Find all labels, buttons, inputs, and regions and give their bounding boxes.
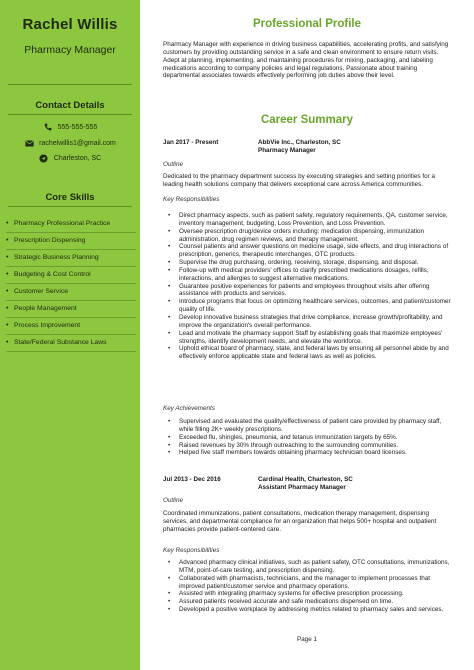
skill-item: • People Management <box>6 301 136 318</box>
phone-icon <box>43 122 53 132</box>
responsibilities-list <box>163 559 455 614</box>
list-item: • Assured patients received accurate and safe medications dispensed on time. <box>163 598 455 606</box>
responsibilities-label: Key Responsibilities <box>163 196 220 203</box>
list-item: • Uphold ethical board of pharmacy, state, and federal laws by ensuring all personnel abide by and effectively enforce applicable state and federal laws as well as policies. <box>163 345 455 361</box>
company-name: Cardinal Health, Charleston, SC <box>258 476 353 483</box>
list-item: • Guarantee positive experiences for patients and employees throughout visits after offering assistance with products and services. <box>163 283 455 299</box>
skills-heading: Core Skills <box>45 192 95 203</box>
phone-text: 555-555-555 <box>57 123 98 131</box>
contact-heading: Contact Details <box>35 100 105 111</box>
list-item: • Lead and motivate the pharmacy support Staff by establishing goals that maximize employees' strengths, identify development needs, and elevate the workforce. <box>163 330 455 346</box>
achievements-label: Key Achievements <box>163 405 215 412</box>
skill-item: • State/Federal Substance Laws <box>6 335 136 352</box>
divider <box>8 114 132 115</box>
job-position: Pharmacy Manager <box>258 147 316 154</box>
company-name: AbbVie Inc., Charleston, SC <box>258 139 341 146</box>
list-item: • Follow-up with medical providers' offices to clarify prescribed medications dosages, refills, interactions, and allergies to suggest alternative medications. <box>163 267 455 283</box>
contact-location <box>0 153 140 163</box>
skill-item: • Budgeting & Cost Control <box>6 267 136 284</box>
sidebar <box>0 0 140 670</box>
list-item: • Supervised and evaluated the quality/effectiveness of patient care provided by pharmacy staff, while filling 2K+ weekly prescriptions. <box>163 418 455 434</box>
skill-item: • Customer Service <box>6 284 136 301</box>
responsibilities-list <box>163 212 455 361</box>
skill-item: • Strategic Business Planning <box>6 250 136 267</box>
achievements-list <box>163 418 455 457</box>
location-text: Charleston, SC <box>53 154 102 162</box>
divider <box>8 84 132 85</box>
career-heading: Career Summary <box>260 114 354 126</box>
job-company <box>258 476 353 492</box>
page-number: Page 1 <box>297 636 317 643</box>
list-item: • Introduce programs that focus on optimizing healthcare services, outcomes, and patient/customer quality of life. <box>163 298 455 314</box>
job-outline: Coordinated immunizations, patient consultations, medication therapy management, dispensing services, and departmental compliance for an organization that helps 500+ hospital and outpatient pharmacies provide patient-centered care. <box>163 510 437 533</box>
skill-item: • Pharmacy Professional Practice <box>6 216 136 233</box>
skill-item: • Process Improvement <box>6 318 136 335</box>
list-item: • Develop innovative business strategies that drive compliance, increase growth/profitability, and improve the organization's overall performance. <box>163 314 455 330</box>
list-item: • Helped five staff members towards obtaining pharmacy technician board licenses. <box>163 449 455 457</box>
job-outline: Dedicated to the pharmacy department success by executing strategies and setting priorities for a leading health solutions company that delivers exceptional care across America communities. <box>163 173 435 188</box>
list-item: • Advanced pharmacy clinical initiatives, such as patient safety, OTC consultations, immunizations, MTM, point-of-care testing, and prescription dispensing. <box>163 559 455 575</box>
list-item: • Counsel patients and answer questions on medicine usage, side effects, and drug interactions of prescription, generics, therapeutic interchanges, OTC products. <box>163 243 455 259</box>
contact-email <box>0 138 140 148</box>
list-item: • Assisted with integrating pharmacy systems for effective prescription processing. <box>163 590 455 598</box>
skills-list <box>6 216 136 352</box>
location-icon <box>39 153 49 163</box>
job-position: Assistant Pharmacy Manager <box>258 484 346 491</box>
job-dates: Jan 2017 - Present <box>163 139 219 146</box>
profile-heading: Professional Profile <box>252 18 361 30</box>
list-item: • Direct pharmacy aspects, such as patient safety, regulatory requirements, QA, customer service, inventory management, budgeting, Loss Prevention, and Loss Prevention. <box>163 212 455 228</box>
list-item: • Raised revenues by 30% through outreaching to the surrounding communities. <box>163 442 455 450</box>
candidate-title: Pharmacy Manager <box>24 44 116 56</box>
skill-item: • Prescription Dispensing <box>6 233 136 250</box>
candidate-name: Rachel Willis <box>22 16 118 33</box>
profile-text: Pharmacy Manager with experience in driving business capabilities, accelerating profits, and satisfying customers by providing outstanding service in a safe and clean environment to ensure return visits. Adept at planning, implementing, and maintaining procedures for mixing, packaging, and labeling medications according to company policies and legal regulations. Passionate about training departmental associates towards effectively performing job duties above their level. <box>163 41 449 80</box>
email-icon <box>24 138 34 148</box>
outline-label: Outline <box>163 497 183 504</box>
email-text: rachelwillis1@gmail.com <box>39 139 116 147</box>
outline-label: Outline <box>163 161 183 168</box>
main-content <box>140 0 474 670</box>
list-item: • Developed a positive workplace by addressing metrics related to pharmacy sales and services. <box>163 606 455 614</box>
job-company <box>258 139 341 155</box>
contact-phone <box>0 122 140 132</box>
list-item: • Exceeded flu, shingles, pneumonia, and tetanus immunization targets by 65%. <box>163 434 455 442</box>
divider <box>8 206 132 207</box>
responsibilities-label: Key Responsibilities <box>163 547 220 554</box>
list-item: • Collaborated with pharmacists, technicians, and the manager to implement processes that improved patient/customer service and pharmacy operations. <box>163 575 455 591</box>
list-item: • Oversee prescription drug/device orders including: medication dispensing, immunization administration, drug regimen reviews, and therapy management. <box>163 228 455 244</box>
list-item: • Supervise the drug purchasing, ordering, receiving, storage, dispensing, and disposal. <box>163 259 455 267</box>
job-dates: Jul 2013 - Dec 2016 <box>163 476 221 483</box>
